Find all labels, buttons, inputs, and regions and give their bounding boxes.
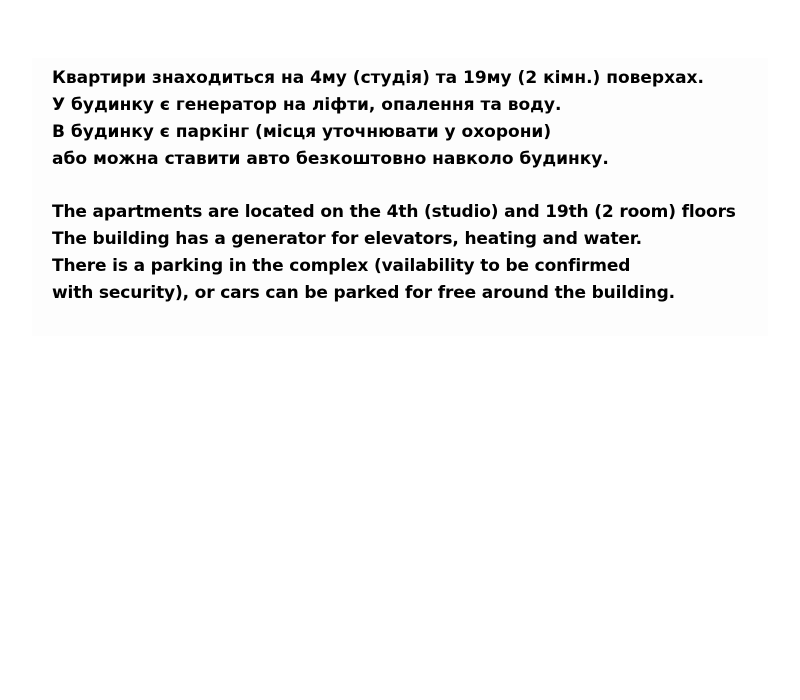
ukrainian-line-1: Квартири знаходиться на 4му (студія) та 19му (2 кімн.) поверхах. — [52, 68, 704, 88]
ukrainian-line-2: У будинку є генератор на ліфти, опалення та воду. — [52, 95, 562, 115]
ukrainian-line-3: В будинку є паркінг (місця уточнювати у охорони) — [52, 122, 552, 142]
ukrainian-paragraph — [52, 65, 772, 173]
english-line-4: with security), or cars can be parked for free around the building. — [52, 283, 675, 303]
english-line-3: There is a parking in the complex (vailability to be confirmed — [52, 256, 631, 276]
english-paragraph — [52, 199, 772, 307]
english-line-2: The building has a generator for elevators, heating and water. — [52, 229, 642, 249]
ukrainian-line-4: або можна ставити авто безкоштовно навколо будинку. — [52, 149, 609, 169]
english-line-1: The apartments are located on the 4th (studio) and 19th (2 room) floors — [52, 202, 736, 222]
